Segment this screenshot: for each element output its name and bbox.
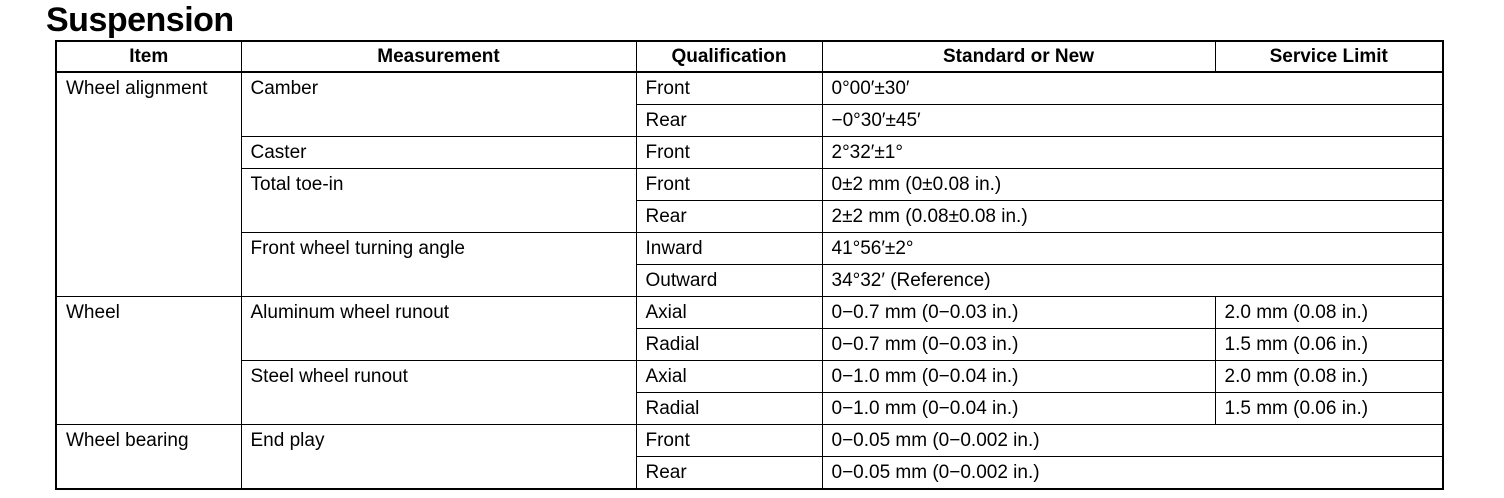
suspension-spec-table	[55, 40, 1444, 490]
table-row	[56, 169, 1443, 201]
item-cell: Wheel bearing	[56, 425, 241, 490]
measurement-cell: Steel wheel runout	[241, 361, 636, 425]
table-row	[56, 137, 1443, 169]
table-row	[56, 425, 1443, 457]
measurement-cell: End play	[241, 425, 636, 490]
table-row	[56, 72, 1443, 105]
item-cell: Wheel	[56, 297, 241, 425]
service-limit-cell: 2.0 mm (0.08 in.)	[1215, 361, 1443, 393]
header-qualification: Qualification	[636, 41, 822, 72]
page-title: Suspension	[46, 1, 234, 39]
measurement-cell: Caster	[241, 137, 636, 169]
standard-cell: 0−1.0 mm (0−0.04 in.)	[822, 393, 1215, 425]
qualification-cell: Rear	[636, 105, 822, 137]
header-item: Item	[56, 41, 241, 72]
standard-cell: −0°30′±45′	[822, 105, 1443, 137]
header-measurement: Measurement	[241, 41, 636, 72]
table-row	[56, 233, 1443, 265]
item-cell: Wheel alignment	[56, 72, 241, 297]
standard-cell: 0−0.7 mm (0−0.03 in.)	[822, 329, 1215, 361]
qualification-cell: Rear	[636, 201, 822, 233]
standard-cell: 0−1.0 mm (0−0.04 in.)	[822, 361, 1215, 393]
service-limit-cell: 1.5 mm (0.06 in.)	[1215, 393, 1443, 425]
service-limit-cell: 1.5 mm (0.06 in.)	[1215, 329, 1443, 361]
standard-cell: 0−0.05 mm (0−0.002 in.)	[822, 425, 1443, 457]
standard-cell: 0±2 mm (0±0.08 in.)	[822, 169, 1443, 201]
qualification-cell: Axial	[636, 361, 822, 393]
qualification-cell: Radial	[636, 393, 822, 425]
table-row	[56, 297, 1443, 329]
qualification-cell: Axial	[636, 297, 822, 329]
measurement-cell: Front wheel turning angle	[241, 233, 636, 297]
qualification-cell: Inward	[636, 233, 822, 265]
header-row	[56, 41, 1443, 72]
qualification-cell: Front	[636, 137, 822, 169]
standard-cell: 41°56′±2°	[822, 233, 1443, 265]
qualification-cell: Front	[636, 72, 822, 105]
header-standard: Standard or New	[822, 41, 1215, 72]
standard-cell: 2±2 mm (0.08±0.08 in.)	[822, 201, 1443, 233]
standard-cell: 0°00′±30′	[822, 72, 1443, 105]
standard-cell: 0−0.05 mm (0−0.002 in.)	[822, 457, 1443, 490]
qualification-cell: Front	[636, 425, 822, 457]
standard-cell: 34°32′ (Reference)	[822, 265, 1443, 297]
table-row	[56, 361, 1443, 393]
measurement-cell: Total toe-in	[241, 169, 636, 233]
measurement-cell: Camber	[241, 72, 636, 137]
service-limit-cell: 2.0 mm (0.08 in.)	[1215, 297, 1443, 329]
standard-cell: 2°32′±1°	[822, 137, 1443, 169]
qualification-cell: Rear	[636, 457, 822, 490]
qualification-cell: Front	[636, 169, 822, 201]
qualification-cell: Outward	[636, 265, 822, 297]
standard-cell: 0−0.7 mm (0−0.03 in.)	[822, 297, 1215, 329]
qualification-cell: Radial	[636, 329, 822, 361]
header-service-limit: Service Limit	[1215, 41, 1443, 72]
measurement-cell: Aluminum wheel runout	[241, 297, 636, 361]
